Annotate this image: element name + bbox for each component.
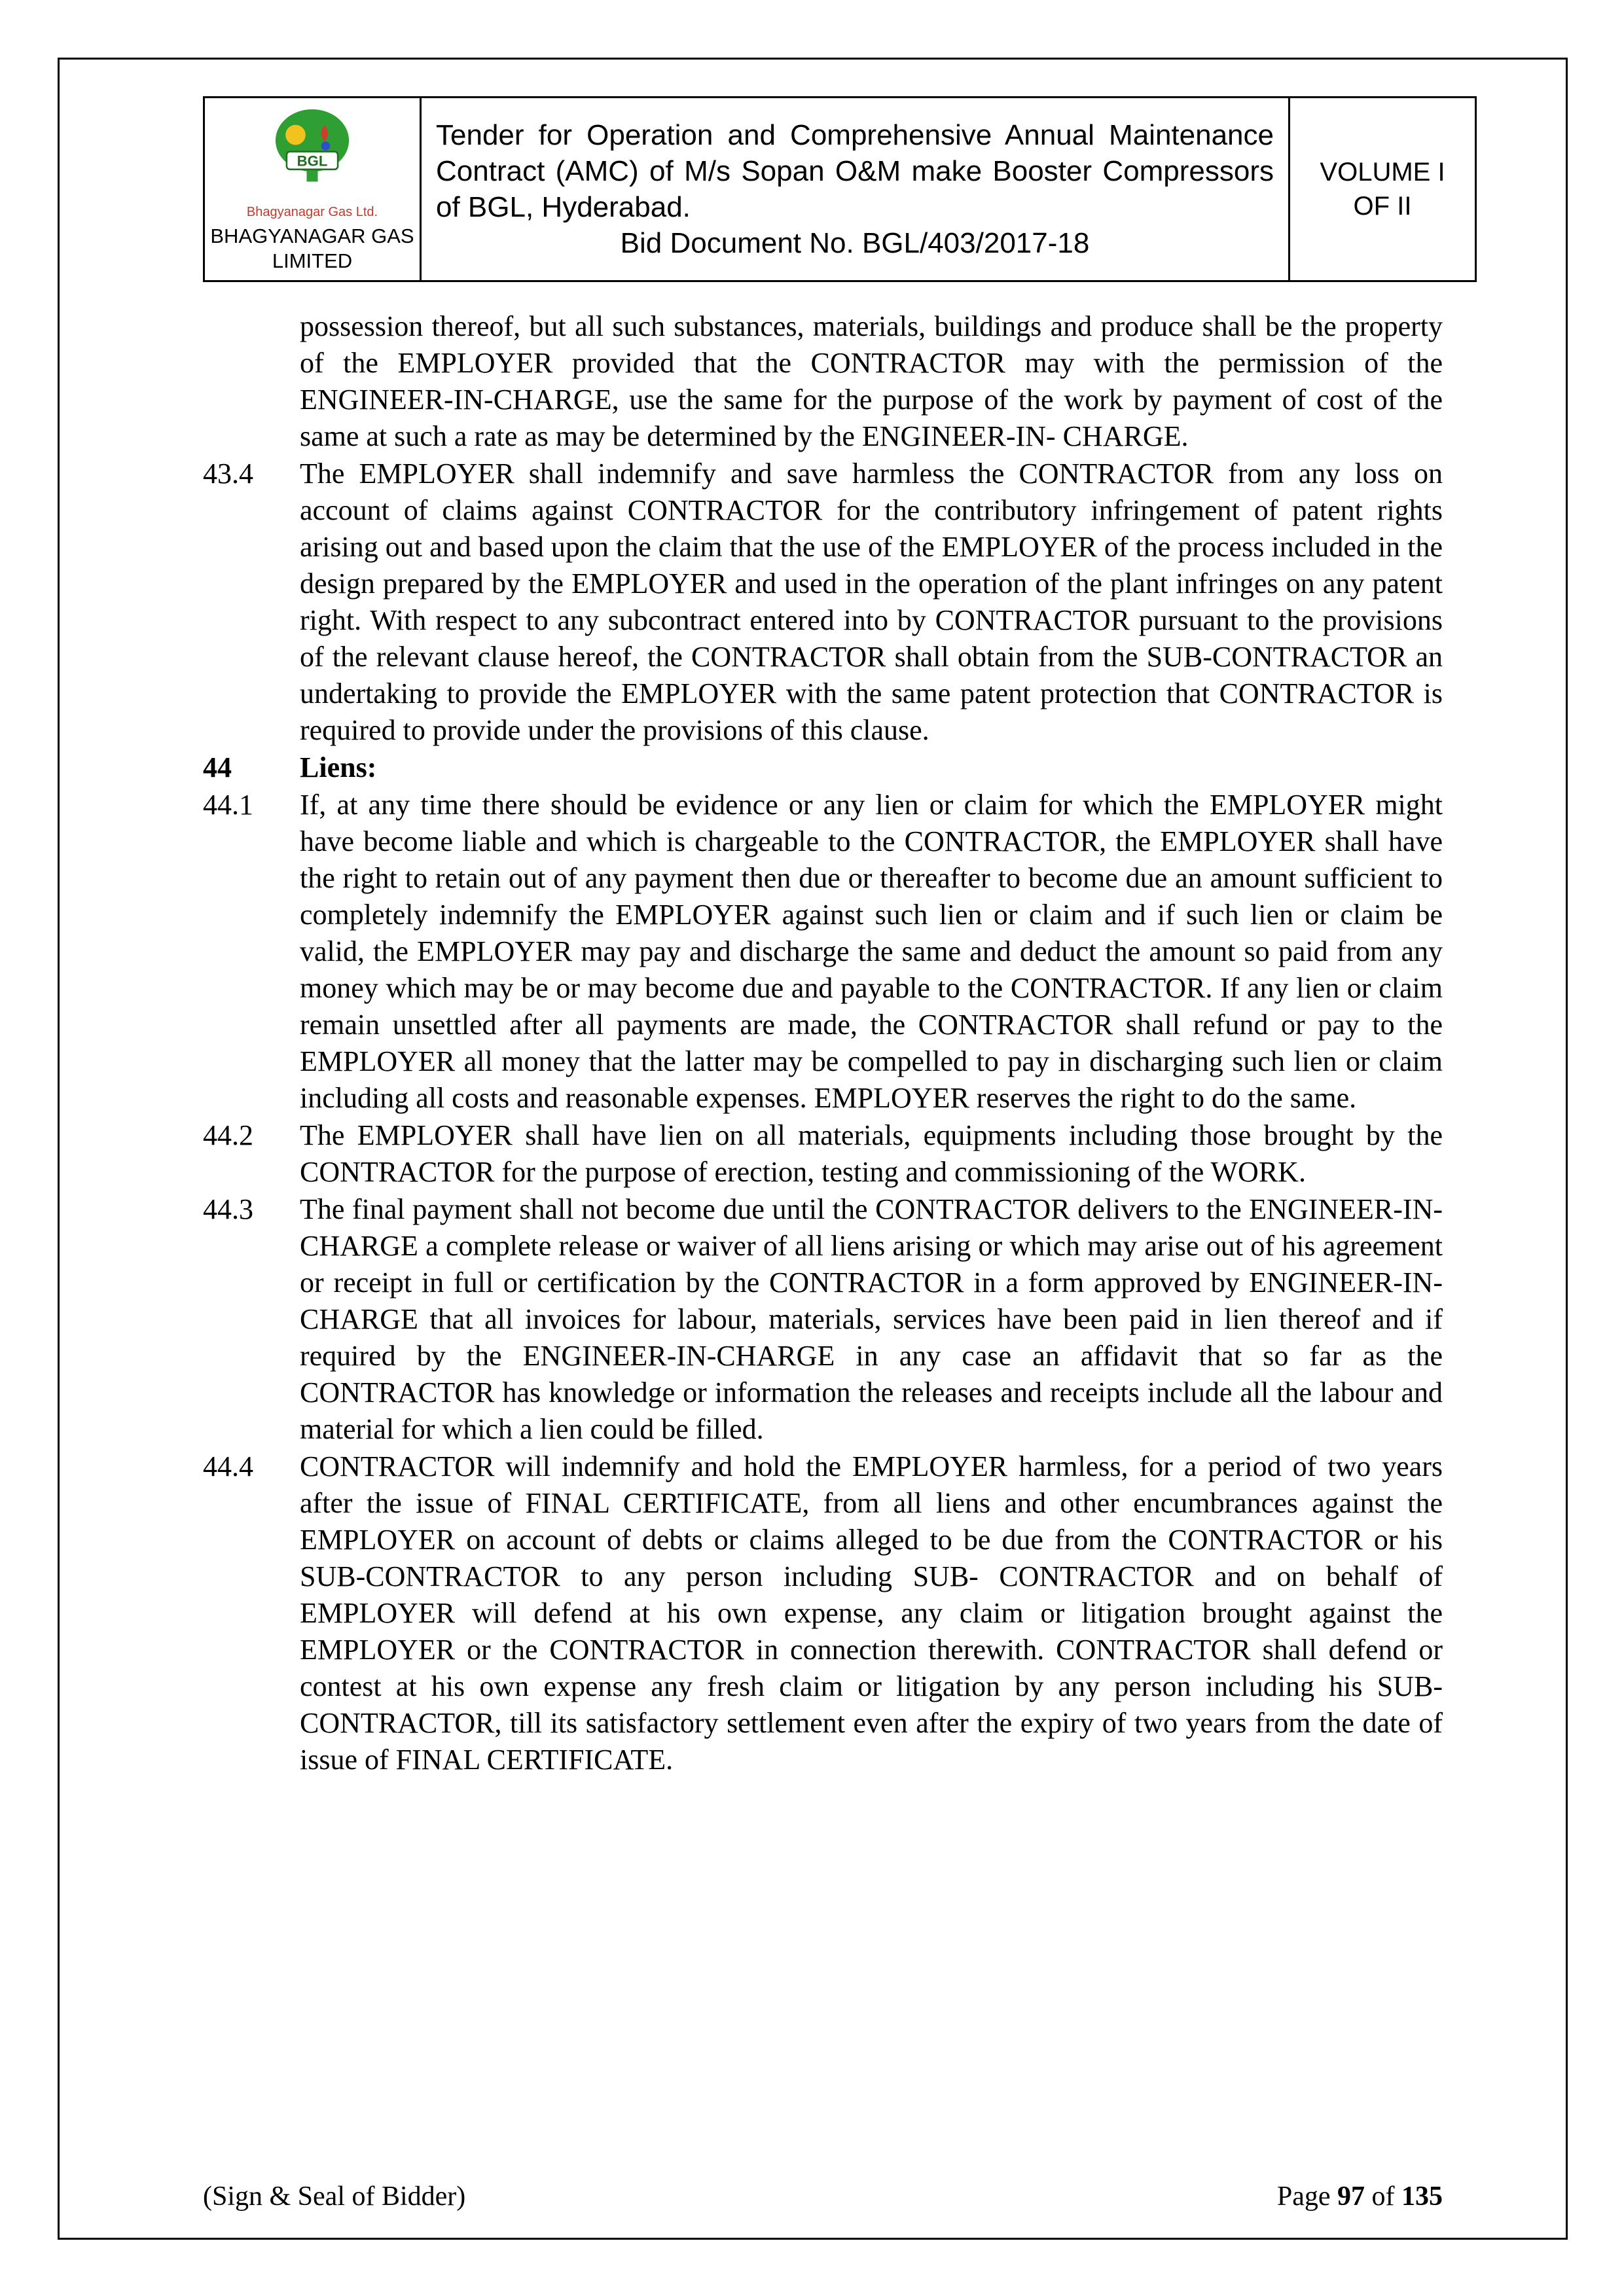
clause-continuation [203, 308, 1443, 455]
page-label: Page [1276, 2181, 1331, 2212]
clause-43-4 [203, 456, 1443, 749]
clause-44-4 [203, 1448, 1443, 1778]
clause-text: If, at any time there should be evidence or any lien or claim for which the EMPLOYER might have become liable and which is chargeable to the CONTRACTOR, the EMPLOYER shall have the right to retain out of any payment then due or thereafter to become due an amount sufficient to completely indemnify the EMPLOYER against such lien or claim and if such lien or claim be valid, the EMPLOYER may pay and discharge the same and deduct the amount so paid from any money which may be or may become due and payable to the CONTRACTOR. If any lien or claim remain unsettled after all payments are made, the CONTRACTOR shall refund or pay to the EMPLOYER all money that the latter may be compelled to pay in discharging such lien or claim including all costs and reasonable expenses. EMPLOYER reserves the right to do the same. [300, 789, 1443, 1114]
clause-44-2 [203, 1117, 1443, 1191]
document-title: Tender for Operation and Comprehensive Annual Maintenance Contract (AMC) of M/s Sopan O&M make Booster Compressors of BGL, Hyderabad. [436, 119, 1274, 223]
clause-number: 44.1 [203, 789, 253, 821]
org-name-line1: BHAGYANAGAR GAS [210, 224, 414, 247]
clause-number: 44.3 [203, 1193, 253, 1225]
clause-text: possession thereof, but all such substances, materials, buildings and produce shall be the property of the EMPLOYER provided that the CONTRACTOR may with the permission of the ENGINEER-IN-CHARGE, use the same for the purpose of the work by payment of cost of the same at such a rate as may be determined by the ENGINEER-IN- CHARGE. [300, 310, 1443, 452]
clause-44-1 [203, 787, 1443, 1117]
header-table [203, 96, 1477, 282]
org-name-line2: LIMITED [272, 249, 353, 272]
volume-line2: OF II [1353, 192, 1412, 221]
bid-document-number: Bid Document No. BGL/403/2017-18 [620, 227, 1090, 259]
clause-44-heading [203, 749, 1443, 786]
total-pages: 135 [1401, 2181, 1443, 2212]
page-indicator [1277, 2179, 1443, 2214]
logo-caption: Bhagyanagar Gas Ltd. [246, 205, 378, 219]
clause-number: 43.4 [203, 457, 253, 490]
clause-44-3 [203, 1191, 1443, 1448]
page-number: 97 [1337, 2181, 1365, 2212]
clause-text: The EMPLOYER shall have lien on all materials, equipments including those brought by the CONTRACTOR for the purpose of erection, testing and commissioning of the WORK. [300, 1119, 1443, 1188]
document-body [203, 308, 1443, 1778]
header-logo-cell [205, 98, 422, 280]
org-name [210, 224, 414, 274]
of-label: of [1371, 2181, 1395, 2212]
clause-text: CONTRACTOR will indemnify and hold the EMPLOYER harmless, for a period of two years after the issue of FINAL CERTIFICATE, from all liens and other encumbrances against the EMPLOYER on account of debts or claims alleged to be due from the CONTRACTOR or his SUB-CONTRACTOR to any person including SUB- CONTRACTOR and on behalf of EMPLOYER will defend at his own expense, any claim or litigation brought against the EMPLOYER or the CONTRACTOR in connection therewith. CONTRACTOR shall defend or contest at his own expense any fresh claim or litigation by any person including his SUB-CONTRACTOR, till its satisfactory settlement even after the expiry of two years from the date of issue of FINAL CERTIFICATE. [300, 1450, 1443, 1776]
clause-text: The final payment shall not become due until the CONTRACTOR delivers to the ENGINEER-IN-CHARGE a complete release or waiver of all liens arising or which may arise out of his agreement or receipt in full or certification by the CONTRACTOR in a form approved by ENGINEER-IN-CHARGE that all invoices for labour, materials, services have been paid in lien thereof and if required by the ENGINEER-IN-CHARGE in any case an affidavit that so far as the CONTRACTOR has knowledge or information the releases and receipts include all the labour and material for which a lien could be filled. [300, 1193, 1443, 1445]
logo-abbrev-text: BGL [297, 152, 328, 170]
bgl-logo-icon [257, 105, 368, 203]
clause-number: 44.4 [203, 1450, 253, 1482]
volume-line1: VOLUME I [1320, 158, 1445, 187]
clause-heading-text: Liens: [300, 751, 377, 783]
clause-number: 44.2 [203, 1119, 253, 1151]
header-title-cell [422, 98, 1290, 280]
clause-text: The EMPLOYER shall indemnify and save harmless the CONTRACTOR from any loss on account of claims against CONTRACTOR for the contributory infringement of patent rights arising out and based upon the claim that the use of the EMPLOYER of the process included in the design prepared by the EMPLOYER and used in the operation of the plant infringes on any patent right. With respect to any subcontract entered into by CONTRACTOR pursuant to the provisions of the relevant clause hereof, the CONTRACTOR shall obtain from the SUB-CONTRACTOR an undertaking to provide the EMPLOYER with the same patent protection that CONTRACTOR is required to provide under the provisions of this clause. [300, 457, 1443, 746]
sign-seal-note: (Sign & Seal of Bidder) [203, 2181, 466, 2212]
clause-number: 44 [203, 751, 232, 783]
header-volume-cell [1290, 98, 1475, 280]
page-footer [203, 2179, 1443, 2214]
